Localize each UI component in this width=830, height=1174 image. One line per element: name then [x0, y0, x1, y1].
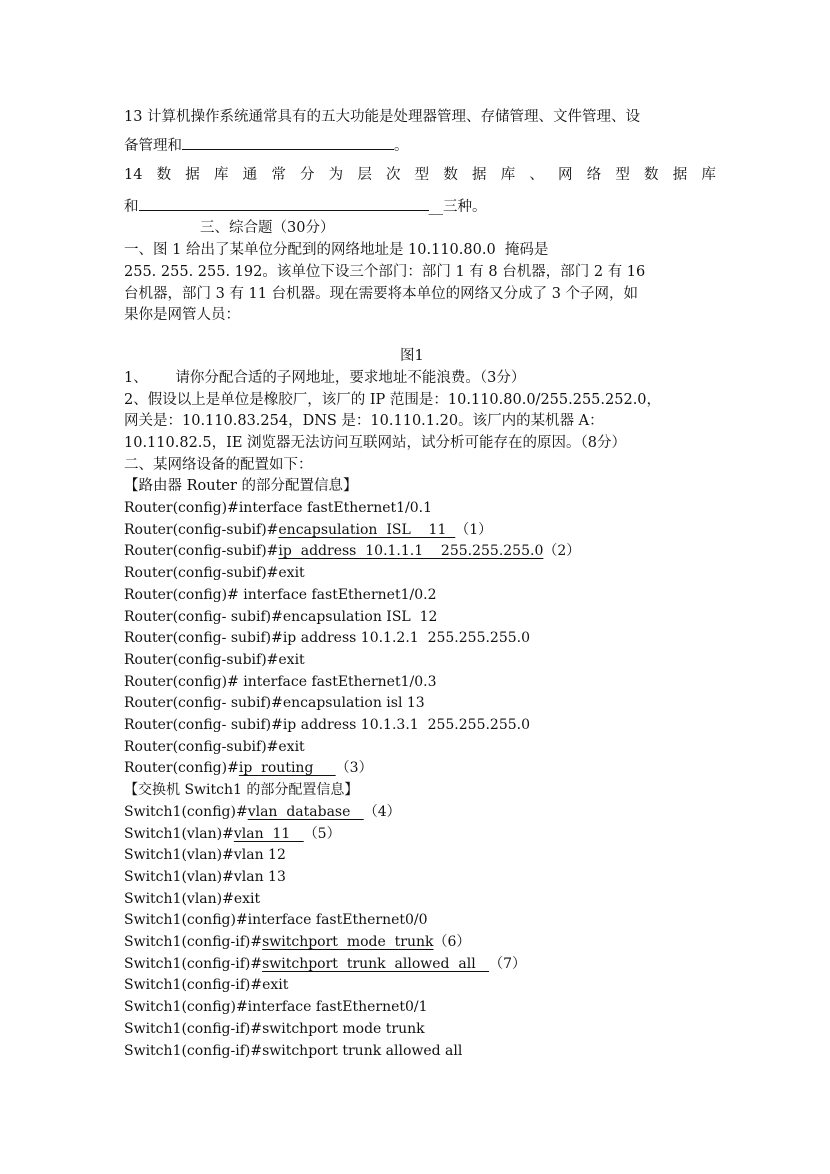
config-line — [124, 975, 288, 995]
config-command: Switch1(vlan)#vlan 13 — [124, 868, 286, 885]
question-2-line: 2、假设以上是单位是橡胶厂，该厂的 IP 范围是：10.110.80.0/255.255.252.0， — [124, 392, 662, 408]
question-2-line: 网关是：10.110.83.254，DNS 是：10.110.1.20。该厂内的某机器 A： — [124, 413, 604, 429]
config-answer-number: （4） — [363, 803, 401, 820]
q14-char: 次 — [386, 167, 401, 183]
config-answer-number: （3） — [335, 760, 373, 777]
config-line — [124, 585, 436, 605]
config-answer-number: （5） — [303, 825, 341, 842]
q14-char: 层 — [357, 167, 372, 183]
config-line — [124, 954, 526, 974]
config-answer: ip routing — [238, 760, 336, 777]
config-command: Router(config- subif)#ip address 10.1.3.1 255.255.255.0 — [124, 717, 530, 733]
config-command: Router(config)# interface fastEthernet1/0.2 — [124, 586, 437, 603]
q14-char: 型 — [615, 167, 630, 183]
config-command: Router(config-subif)# — [124, 543, 279, 560]
config-line — [124, 824, 341, 844]
config-line — [124, 607, 437, 627]
q14-char: 为 — [328, 167, 344, 183]
config-line — [124, 715, 530, 735]
q14-char: 通 — [242, 167, 258, 183]
config-command: Router(config-subif)# — [124, 521, 279, 538]
config-line — [124, 628, 530, 648]
q13-end: 。 — [394, 138, 409, 154]
section2-heading: 二、某网络设备的配置如下： — [124, 457, 313, 473]
config-line — [124, 520, 492, 540]
config-command: Switch1(config)# — [124, 803, 248, 820]
config-command: Switch1(vlan)# — [124, 825, 234, 842]
config-line — [124, 845, 286, 865]
config-command: Switch1(config-if)# — [124, 955, 263, 972]
config-line — [124, 889, 260, 909]
config-command: Router(config-subif)#exit — [124, 565, 305, 582]
config-answer-number: （1） — [455, 521, 493, 538]
config-line — [124, 650, 305, 670]
config-line — [124, 780, 358, 800]
router-config-heading: 【路由器 Router 的部分配置信息】 — [124, 478, 358, 494]
config-line — [124, 910, 428, 930]
config-line — [124, 541, 580, 561]
answer-blank — [182, 135, 394, 150]
q14-char: 库 — [213, 167, 229, 183]
question-2-line: 10.110.82.5，IE 浏览器无法访问互联网站，试分析可能存在的原因。（8分） — [124, 435, 627, 451]
config-command: 【交换机 Switch1 的部分配置信息】 — [124, 782, 359, 799]
q14-char: 型 — [414, 167, 430, 183]
config-answer: vlan database — [247, 803, 364, 820]
q14-char: 数 — [644, 167, 659, 183]
config-answer: switchport mode trunk — [262, 934, 434, 950]
config-command: Switch1(config-if)# — [124, 934, 263, 950]
q13-line2 — [124, 135, 409, 156]
q14-char: 库 — [701, 167, 716, 183]
config-line — [124, 997, 428, 1017]
config-command: Router(config-subif)#exit — [124, 651, 305, 668]
q13-text: 备管理和 — [124, 138, 182, 154]
config-command: Switch1(vlan)#exit — [124, 890, 261, 907]
config-answer-number: （2） — [543, 543, 581, 560]
config-line — [124, 867, 286, 887]
p1-line: 果你是网管人员： — [124, 307, 240, 323]
p1-line: 一、图 1 给出了某单位分配到的网络地址是 10.110.80.0 掩码是 — [124, 242, 549, 258]
config-command: Router(config)# — [124, 760, 239, 777]
config-command: Router(config- subif)#ip address 10.1.2.1 255.255.255.0 — [124, 630, 530, 647]
q14-char: 据 — [672, 167, 688, 183]
q14-char: 络 — [586, 167, 602, 183]
q14-end: __三种。 — [428, 199, 487, 215]
config-command: Router(config- subif)#encapsulation ISL 12 — [124, 608, 438, 625]
q14-char: 库 — [500, 167, 516, 183]
config-command: Router(config-subif)#exit — [124, 738, 305, 755]
answer-blank — [139, 196, 429, 211]
section3-heading: 三、综合题（30分） — [200, 220, 335, 236]
config-line — [124, 737, 305, 757]
config-command: Switch1(config)#interface fastEthernet0/0 — [124, 912, 428, 929]
config-line — [124, 498, 432, 518]
config-line — [124, 1019, 425, 1039]
q14-char: 分 — [299, 167, 315, 183]
config-answer: encapsulation ISL 11 — [278, 521, 456, 538]
config-line — [124, 693, 425, 713]
q13-line1: 13 计算机操作系统通常具有的五大功能是处理器管理、存储管理、文件管理、设 — [124, 109, 641, 125]
config-command: Router(config)# interface fastEthernet1/0.3 — [124, 673, 437, 690]
figure-caption: 图1 — [400, 348, 424, 364]
config-command: Switch1(config-if)#switchport mode trunk — [124, 1020, 425, 1037]
q14-char: 常 — [271, 167, 286, 183]
config-command: Switch1(vlan)#vlan 12 — [124, 847, 286, 864]
config-line — [124, 563, 305, 583]
config-line — [124, 802, 401, 822]
q14-text: 和 — [124, 199, 139, 215]
config-answer: vlan 11 — [233, 825, 304, 842]
config-line — [124, 1041, 462, 1061]
q14-char: 、 — [529, 167, 544, 183]
config-line — [124, 932, 470, 952]
q14-line1 — [124, 165, 716, 185]
config-answer: ip address 10.1.1.1 255.255.255.0 — [278, 543, 544, 560]
q14-char: 14 — [124, 167, 143, 183]
p1-line: 255. 255. 255. 192。该单位下设三个部门：部门 1 有 8 台机器，部门 2 有 16 — [124, 264, 646, 280]
q14-char: 数 — [156, 167, 172, 183]
config-answer-number: （7） — [489, 955, 526, 972]
config-answer-number: （6） — [433, 934, 471, 950]
config-command: Switch1(config-if)#exit — [124, 977, 289, 994]
q14-char: 据 — [472, 167, 487, 183]
config-line — [124, 672, 436, 692]
q14-char: 据 — [185, 167, 200, 183]
p1-line: 台机器，部门 3 有 11 台机器。现在需要将本单位的网络又分成了 3 个子网，如 — [124, 286, 639, 302]
config-command: Router(config- subif)#encapsulation isl 13 — [124, 695, 425, 712]
q14-char: 网 — [558, 167, 573, 183]
question-1: 1、 请你分配合适的子网地址，要求地址不能浪费。（3分） — [124, 370, 526, 386]
config-command: Router(config)#interface fastEthernet1/0.1 — [124, 500, 433, 516]
q14-line2 — [124, 196, 487, 217]
config-command: Switch1(config-if)#switchport trunk allowed all — [124, 1042, 463, 1059]
q14-char: 数 — [443, 167, 458, 183]
config-answer: switchport trunk allowed all — [262, 955, 490, 972]
config-command: Switch1(config)#interface fastEthernet0/1 — [124, 999, 428, 1016]
config-line — [124, 758, 373, 778]
